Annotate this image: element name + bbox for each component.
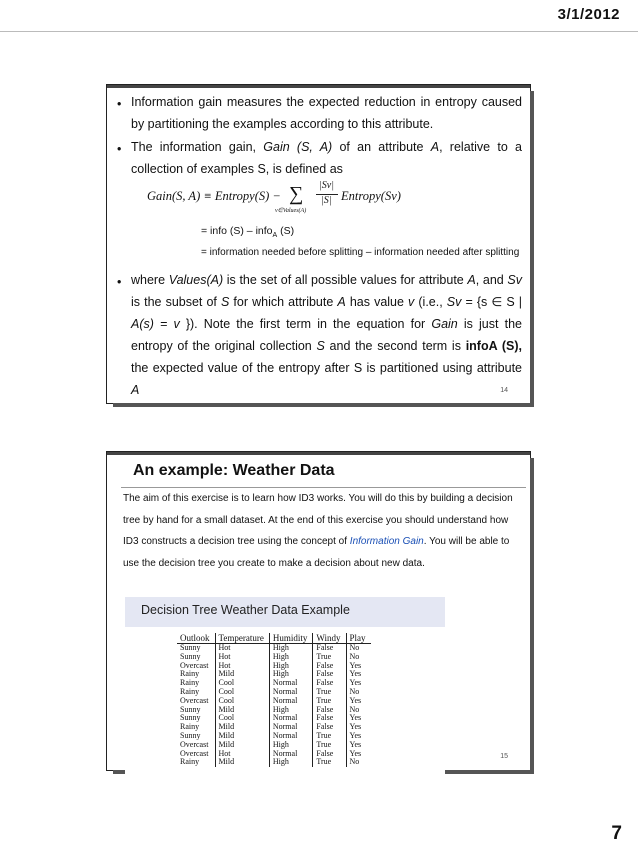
table-cell: Cool [215,714,269,723]
table-cell: Mild [215,741,269,750]
slide-shadow-right [530,91,534,407]
table-cell: Yes [346,670,371,679]
table-cell: No [346,758,371,767]
weather-data-table [177,633,371,767]
bullet-marker: • [117,275,122,289]
formula-info-explanation: = information needed before splitting – information needed after splitting [201,247,520,258]
gain-formula [147,180,407,221]
table-cell: False [313,662,346,671]
table-cell: Overcast [180,739,209,749]
slide-15 [106,451,531,771]
table-cell: Mild [215,706,269,715]
page-date: 3/1/2012 [557,6,620,23]
table-cell: High [269,653,313,662]
slide-shadow-bottom [113,403,534,407]
decision-tree-example-image [125,597,445,775]
slide-top-bar [107,85,530,88]
table-cell: True [313,741,346,750]
table-cell: True [313,697,346,706]
table-cell: No [346,644,371,653]
table-cell: Cool [215,697,269,706]
table-cell: High [269,644,313,653]
table-cell: Cool [215,688,269,697]
table-cell: Hot [215,662,269,671]
table-cell: Yes [346,714,371,723]
table-cell: False [313,750,346,759]
table-cell: True [313,688,346,697]
slide-shadow-right [530,458,534,774]
table-cell: Rainy [180,686,200,696]
example-title: Decision Tree Weather Data Example [141,603,350,617]
table-header-row [177,633,371,644]
table-cell: Rainy [180,669,200,679]
table-cell: True [313,732,346,741]
bullet-values-definition: where Values(A) is the set of all possible values for attribute A, and Sv is the subset of S for which attribute A has value v (i.e., Sv = {s ∈ S | A(s) = v }). Note the first term in the equation for Gain is just the entropy of the original collection S and the second term is infoA (S), the expected value of the entropy after S is partitioned using attribute A [131,273,523,397]
formula-fraction-numerator: |Sv| [319,180,334,191]
table-cell: False [313,679,346,688]
table-cell: No [346,706,371,715]
table-cell: False [313,670,346,679]
table-cell: Yes [346,732,371,741]
table-cell: Mild [215,732,269,741]
table-cell: Hot [215,644,269,653]
table-cell: Yes [346,741,371,750]
table-cell: False [313,706,346,715]
table-cell: Mild [215,670,269,679]
table-cell: High [269,758,313,767]
information-gain-link[interactable]: Information Gain [349,536,424,547]
slide-top-bar [107,452,530,455]
formula-fraction-denominator: |S| [321,195,332,206]
table-cell: Normal [269,714,313,723]
table-cell: Normal [269,723,313,732]
table-cell: Sunny [180,704,201,714]
table-cell: Normal [269,697,313,706]
slide-number: 15 [500,753,508,760]
bullet-gain-definition: The information gain, Gain (S, A) of an attribute A, relative to a collection of examples S, is defined as [131,140,522,176]
column-header: Humidity [269,633,313,644]
bullet-marker: • [117,97,122,111]
table-cell: Yes [346,697,371,706]
table-cell: Overcast [180,660,209,670]
formula-info-line: = info (S) – info$_A$ (S) [201,225,295,240]
table-cell: High [269,662,313,671]
table-cell: High [269,706,313,715]
table-cell: True [313,653,346,662]
slide-14 [106,84,531,404]
table-cell: Sunny [180,730,201,740]
table-cell: Normal [269,732,313,741]
table-cell: Mild [215,758,269,767]
formula-sum-subscript: v∈Values(A) [275,208,307,214]
slide-number: 14 [500,387,508,394]
table-cell: Overcast [180,748,209,758]
table-cell: False [313,644,346,653]
table-cell: Yes [346,662,371,671]
table-cell: Rainy [180,722,200,732]
table-cell: False [313,723,346,732]
column-header: Outlook [177,633,215,644]
table-cell: Cool [215,679,269,688]
table-cell: False [313,714,346,723]
table-cell: No [346,653,371,662]
example-header-band [125,597,445,627]
table-cell: Sunny [180,651,201,661]
page-number: 7 [611,823,622,844]
table-cell: High [269,670,313,679]
column-header: Play [346,633,371,644]
column-header: Windy [313,633,346,644]
bullet-marker: • [117,142,122,156]
table-cell: High [269,741,313,750]
formula-rhs: Entropy(Sv) [341,189,401,203]
table-cell: Rainy [180,678,200,688]
table-cell: Sunny [180,713,201,723]
table-cell: True [313,758,346,767]
exercise-description: The aim of this exercise is to learn how ID3 works. You will do this by building a decision tree by hand for a small dataset. At the end of this exercise you should understand how ID3 constructs a decision tree using the concept of Information Gain. You will be able to use the decision tree you create to make a decision about new data. [123,493,513,569]
table-cell: Normal [269,750,313,759]
table-cell: Overcast [180,695,209,705]
table-cell: Hot [215,653,269,662]
formula-lhs: Gain(S, A) ≡ Entropy(S) − [147,189,281,203]
table-cell: Normal [269,688,313,697]
table-cell: No [346,688,371,697]
header-divider [0,31,638,32]
table-cell: Yes [346,750,371,759]
table-cell: Yes [346,679,371,688]
formula-sum: ∑ [289,183,304,205]
column-header: Temperature [215,633,269,644]
table-cell: Normal [269,679,313,688]
bullet-info-gain: Information gain measures the expected reduction in entropy caused by partitioning the examples according to this attribute. [131,95,522,131]
table-cell: Hot [215,750,269,759]
slide-title: An example: Weather Data [133,462,335,479]
table-cell: Mild [215,723,269,732]
table-cell: Yes [346,723,371,732]
table-cell: Sunny [180,643,201,652]
table-row [177,758,371,767]
table-cell: Rainy [180,757,200,767]
